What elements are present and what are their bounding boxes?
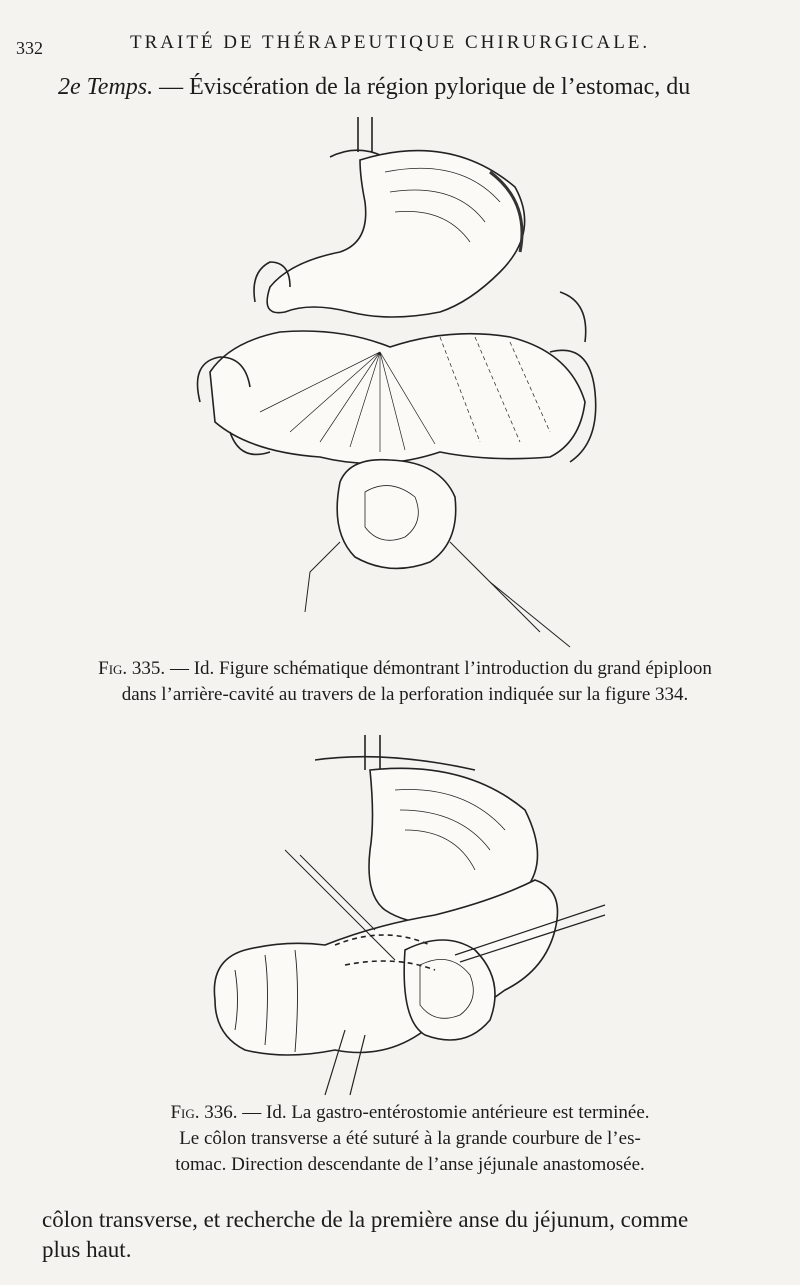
figure-336-caption-line1: — Id. La gastro-entérostomie antérieure est terminée. <box>242 1102 650 1123</box>
step-heading <box>58 74 690 101</box>
figure-335-caption-line1: — Id. Figure schématique démontrant l’introduction du grand épiploon <box>169 658 712 679</box>
figure-335-label: Fig. 335. <box>98 658 166 679</box>
running-head <box>0 32 800 62</box>
figure-336-caption-line2: Le côlon transverse a été suturé à la grande courbure de l’es- <box>179 1128 641 1149</box>
gastro-enterostomy-drawing <box>205 730 615 1100</box>
figure-335-illustration <box>190 112 610 652</box>
figure-336-caption-line3: tomac. Direction descendante de l’anse jéjunale anastomosée. <box>175 1154 645 1175</box>
stomach-epiploon-drawing <box>190 112 610 652</box>
page-number: 332 <box>16 38 43 58</box>
figure-336-label: Fig. 336. <box>170 1102 238 1123</box>
body-line2: plus haut. <box>42 1237 132 1262</box>
body-line1: côlon transverse, et recherche de la première anse du jéjunum, comme <box>42 1207 689 1232</box>
figure-336-illustration <box>205 730 615 1100</box>
running-title: TRAITÉ DE THÉRAPEUTIQUE CHIRURGICALE. <box>130 32 651 53</box>
step-text: — Éviscération de la région pylorique de l’estomac, du <box>159 74 691 100</box>
figure-335-caption <box>30 656 780 708</box>
step-label: 2e Temps. <box>58 74 154 100</box>
figure-336-caption <box>100 1100 720 1178</box>
body-paragraph <box>42 1205 782 1265</box>
figure-335-caption-line2: dans l’arrière-cavité au travers de la perforation indiquée sur la figure 334. <box>121 684 689 705</box>
